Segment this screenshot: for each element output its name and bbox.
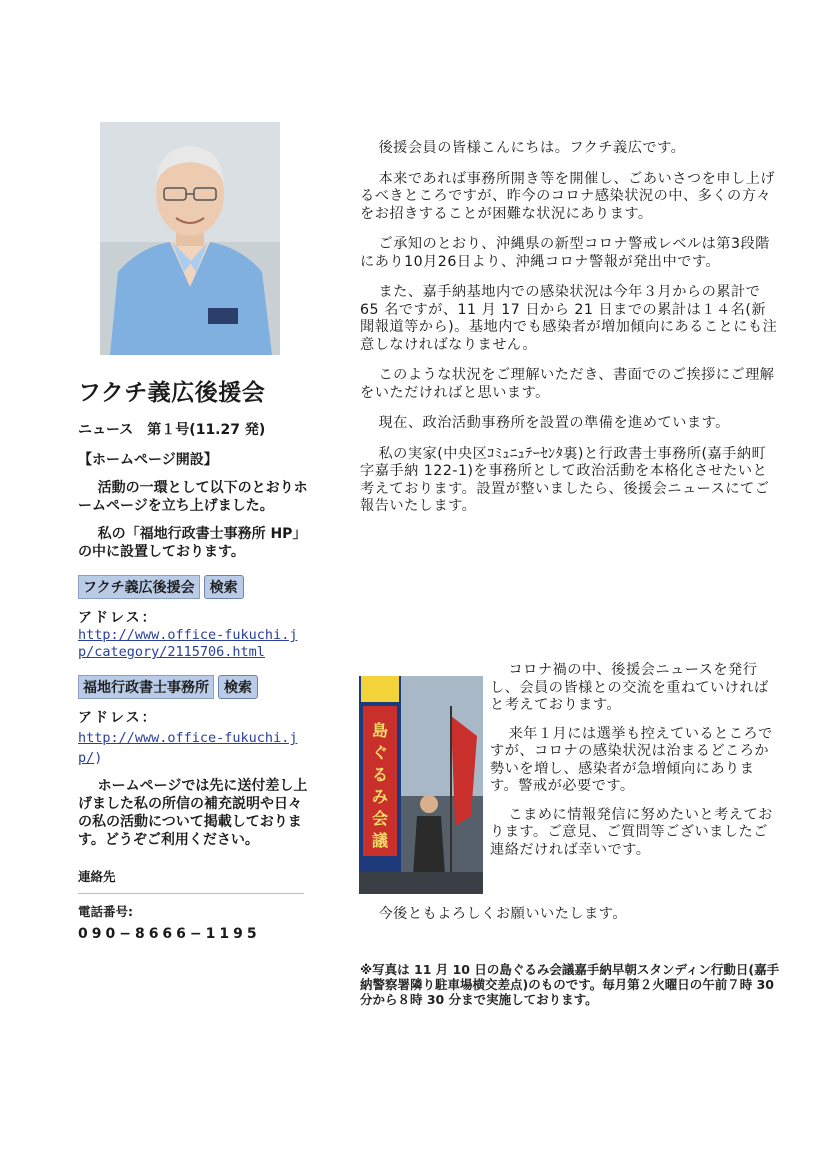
activity-illustration — [359, 676, 483, 894]
divider — [78, 893, 304, 894]
photo-caption: ※写真は 11 月 10 日の島ぐるみ会議嘉手納早朝スタンディン行動日(嘉手納警察署隣り駐車場横交差点)のものです。毎月第２火曜日の午前７時 30 分から８時 30 分まで実施しております。 — [360, 962, 780, 1007]
homepage-content-paragraph: ホームページでは先に送付差し上げました私の所信の補充説明や日々の私の活動について掲載しております。どうぞご利用ください。 — [78, 778, 308, 848]
main-body — [360, 140, 780, 529]
base-infection-paragraph: また、嘉手納基地内での感染状況は今年３月からの累計で 65 名ですが、11 月 17 日から 21 日までの累計は１４名(新聞報道等から)。基地内でも感染者が増加傾向にあることにも注意しなければなりません。 — [360, 284, 778, 353]
banner-char-5: 会 — [371, 809, 389, 828]
portrait-photo — [100, 122, 280, 355]
election-paragraph: 来年１月には選挙も控えているところですが、コロナの感染状況は治まるどころか勢いを増し、感染者が急増傾向にあります。警戒が必要です。 — [490, 725, 773, 794]
sidebar — [78, 362, 308, 942]
section-heading: 【ホームページ開設】 — [78, 452, 218, 468]
address-label-1: アドレス： — [78, 610, 158, 626]
banner-char-2: ぐ — [371, 743, 389, 762]
issue-number: ニュース 第１号(11.27 発) — [78, 422, 266, 438]
contact-label: 連絡先 — [78, 869, 116, 884]
newsletter-paragraph: コロナ禍の中、後援会ニュースを発行し、会員の皆様との交流を重ねていければと考えております。 — [490, 662, 769, 713]
phone-number: 090−8666−1195 — [78, 926, 261, 942]
search-button-2[interactable]: 検索 — [218, 675, 258, 699]
homepage-intro-paragraph: 活動の一環として以下のとおりホームページを立ち上げました。 — [78, 480, 308, 514]
organization-title: フクチ義広後援会 — [78, 380, 266, 406]
closing-line: 今後ともよろしくお願いいたします。 — [378, 906, 628, 922]
banner-char-3: る — [371, 765, 389, 784]
search-box-1 — [78, 575, 308, 599]
phone-label: 電話番号: — [78, 904, 133, 919]
banner-char-4: み — [371, 787, 389, 806]
homepage-location-paragraph: 私の「福地行政書士事務所 HP」の中に設置しております。 — [78, 526, 307, 560]
search-term-office: 福地行政書士事務所 — [78, 675, 214, 699]
office-preparation-paragraph: 現在、政治活動事務所を設置の準備を進めています。 — [378, 415, 730, 431]
banner-char-6: 議 — [371, 831, 389, 850]
banner-char-1: 島 — [371, 721, 389, 740]
activity-photo — [359, 676, 483, 894]
greeting-paragraph: 後援会員の皆様こんにちは。フクチ義広です。 — [378, 140, 686, 156]
understanding-paragraph: このような状況をご理解いただき、書面でのご挨拶にご理解をいただければと思います。 — [360, 367, 775, 401]
address-label-2: アドレス： — [78, 710, 158, 726]
portrait-illustration — [100, 122, 280, 355]
alert-level-paragraph: ご承知のとおり、沖縄県の新型コロナ警戒レベルは第3段階にあり10月26日より、沖縄コロナ警報が発出中です。 — [360, 236, 770, 270]
address-line-2 — [78, 727, 308, 767]
address-closing-paren: ) — [94, 750, 103, 766]
photo-side-text — [490, 662, 780, 870]
search-box-2 — [78, 675, 308, 699]
office-location-paragraph: 私の実家(中央区ｺﾐｭﾆｭﾃｰｾﾝﾀ裏)と行政書士事務所(嘉手納町字嘉手納 122-1)を事務所として政治活動を本格化させたいと考えております。設置が整いましたら、後援会ニュースにてご報告いたします。 — [360, 445, 770, 514]
closing-block — [360, 906, 780, 924]
search-button-1[interactable]: 検索 — [204, 575, 244, 599]
address-link-2[interactable]: http://www.office-fukuchi.jp/ — [78, 730, 298, 766]
address-link-1[interactable]: http://www.office-fukuchi.jp/category/2115706.html — [78, 627, 298, 660]
information-paragraph: こまめに情報発信に努めたいと考えております。ご意見、ご質問等ございましたご連絡だければ幸いです。 — [490, 806, 773, 858]
apology-paragraph: 本来であれば事務所開き等を開催し、ごあいさつを申し上げるべきところですが、昨今のコロナ感染状況の中、多くの方々をお招きすることが困難な状況にあります。 — [360, 170, 776, 222]
search-term-koenkai: フクチ義広後援会 — [78, 575, 200, 599]
